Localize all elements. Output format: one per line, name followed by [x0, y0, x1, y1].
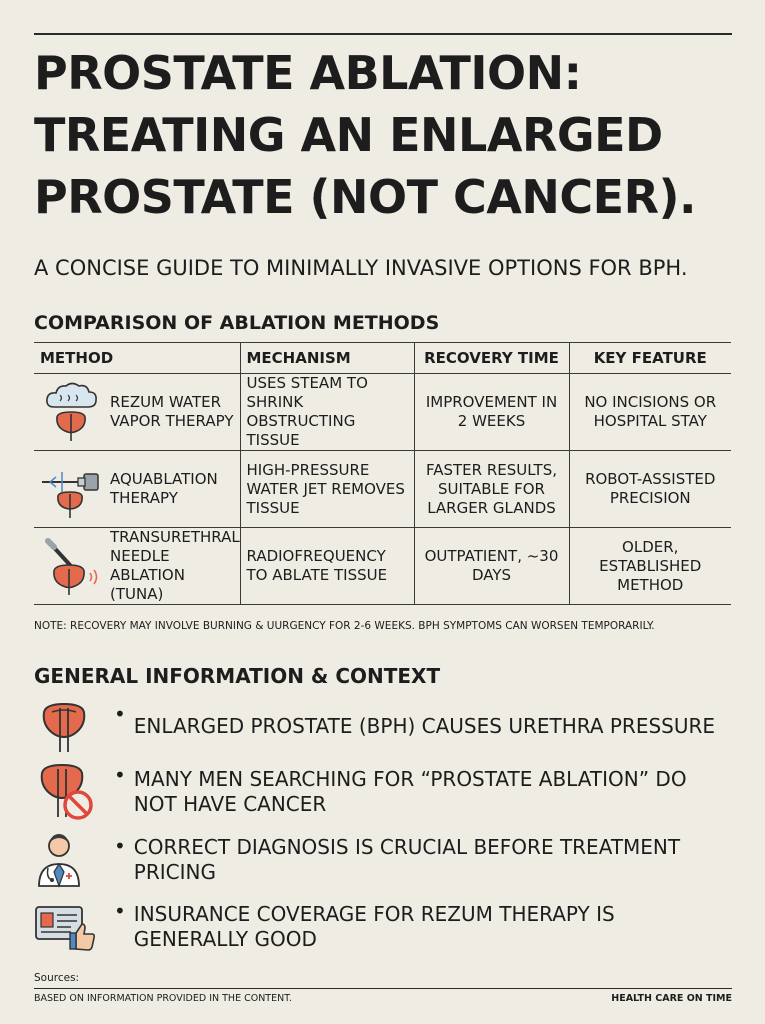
- recovery-cell: IMPROVEMENT IN 2 WEEKS: [414, 374, 569, 451]
- table-row: [34, 451, 731, 528]
- general-heading: GENERAL INFORMATION & CONTEXT: [34, 664, 441, 688]
- table-header-row: [34, 343, 731, 374]
- water-jet-prostate-icon: [40, 458, 102, 520]
- sources-text: BASED ON INFORMATION PROVIDED IN THE CONTENT.: [34, 993, 292, 1004]
- column-header-recovery: RECOVERY TIME: [414, 343, 569, 374]
- title-line-3: PROSTATE (NOT CANCER).: [34, 170, 696, 224]
- mechanism-cell: USES STEAM TO SHRINK OBSTRUCTING TISSUE: [240, 374, 414, 451]
- column-header-mechanism: MECHANISM: [240, 343, 414, 374]
- info-text: MANY MEN SEARCHING FOR “PROSTATE ABLATION” DO NOT HAVE CANCER: [133, 767, 687, 816]
- method-cell: [34, 528, 240, 605]
- comparison-table: [34, 342, 731, 605]
- column-header-feature: KEY FEATURE: [569, 343, 731, 374]
- recovery-note: NOTE: RECOVERY MAY INVOLVE BURNING & UURGENCY FOR 2-6 WEEKS. BPH SYMPTOMS CAN WORSEN TEMPORARILY.: [34, 620, 655, 632]
- bullet: •: [114, 834, 126, 858]
- title-line-1: PROSTATE ABLATION:: [34, 46, 582, 100]
- prostate-no-cancer-icon: [34, 761, 96, 823]
- doctor-icon: [34, 832, 84, 888]
- method-cell: [34, 451, 240, 528]
- method-name: AQUABLATION THERAPY: [110, 470, 218, 507]
- prostate-icon: [34, 698, 94, 754]
- comparison-heading: COMPARISON OF ABLATION METHODS: [34, 312, 440, 334]
- column-header-method: METHOD: [34, 343, 240, 374]
- info-text: INSURANCE COVERAGE FOR REZUM THERAPY IS GENERALLY GOOD: [133, 902, 615, 951]
- needle-radiofrequency-icon: [40, 535, 102, 597]
- bullet: •: [114, 702, 126, 726]
- page-title: [34, 42, 734, 228]
- feature-cell: NO INCISIONS OR HOSPITAL STAY: [569, 374, 731, 451]
- feature-cell: OLDER, ESTABLISHED METHOD: [569, 528, 731, 605]
- info-list: [34, 698, 734, 964]
- bottom-rule: [34, 988, 732, 989]
- bullet: •: [114, 763, 126, 787]
- insurance-card-thumbs-up-icon: [34, 901, 96, 953]
- table-row: [34, 528, 731, 605]
- sources-label: Sources:: [34, 972, 80, 984]
- recovery-cell: FASTER RESULTS, SUITABLE FOR LARGER GLANDS: [414, 451, 569, 528]
- method-cell: [34, 374, 240, 451]
- recovery-cell: OUTPATIENT, ~30 DAYS: [414, 528, 569, 605]
- method-name: TRANSURETHRAL NEEDLE ABLATION (TUNA): [110, 528, 240, 603]
- info-text: CORRECT DIAGNOSIS IS CRUCIAL BEFORE TREATMENT PRICING: [133, 835, 681, 884]
- brand-name: HEALTH CARE ON TIME: [611, 993, 732, 1004]
- bullet: •: [114, 899, 126, 923]
- list-item: [34, 759, 734, 825]
- mechanism-cell: HIGH-PRESSURE WATER JET REMOVES TISSUE: [240, 451, 414, 528]
- mechanism-cell: RADIOFREQUENCY TO ABLATE TISSUE: [240, 528, 414, 605]
- list-item: [34, 830, 734, 890]
- table-row: [34, 374, 731, 451]
- top-rule: [34, 33, 732, 35]
- subtitle: A CONCISE GUIDE TO MINIMALLY INVASIVE OPTIONS FOR BPH.: [34, 256, 688, 280]
- method-name: REZUM WATER VAPOR THERAPY: [110, 393, 234, 430]
- title-line-2: TREATING AN ENLARGED: [34, 108, 663, 162]
- steam-prostate-icon: [40, 381, 102, 443]
- feature-cell: ROBOT-ASSISTED PRECISION: [569, 451, 731, 528]
- list-item: [34, 895, 734, 959]
- info-text: ENLARGED PROSTATE (BPH) CAUSES URETHRA PRESSURE: [133, 713, 716, 738]
- list-item: [34, 698, 734, 754]
